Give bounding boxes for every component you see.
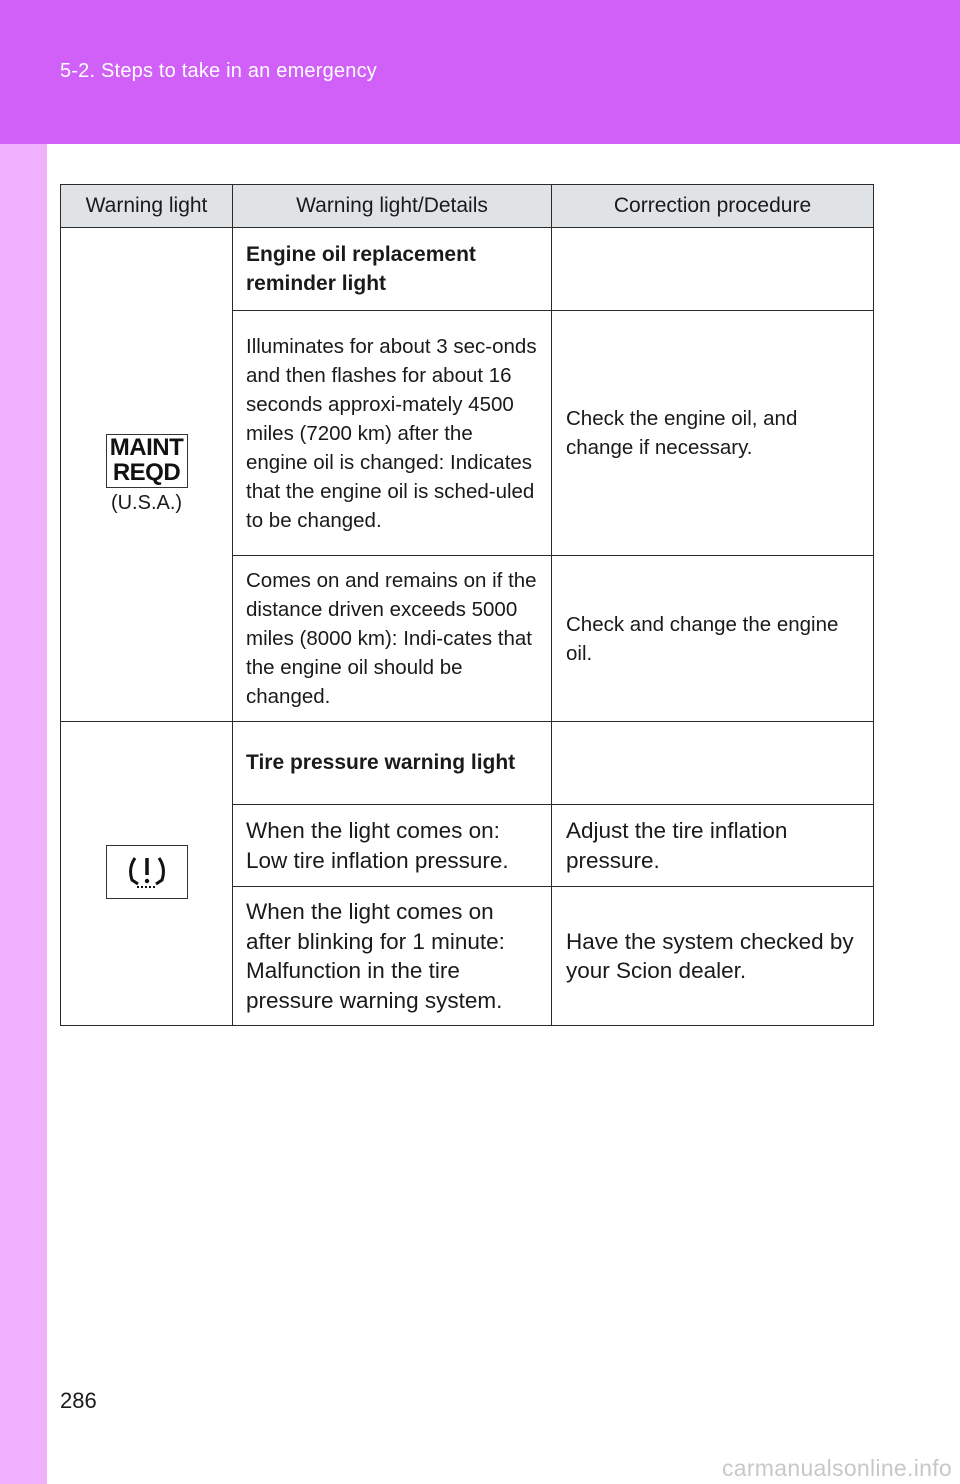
page-number: 286 <box>60 1388 97 1413</box>
table-row <box>61 228 874 311</box>
region-label: (U.S.A.) <box>110 492 183 514</box>
empty-cell <box>552 228 874 311</box>
warning-light-cell <box>61 722 233 1026</box>
light-title: Engine oil replacement reminder light <box>233 228 552 311</box>
section-title: 5-2. Steps to take in an emergency <box>60 60 377 82</box>
column-header-warning-light: Warning light <box>61 185 233 228</box>
procedure-cell: Check the engine oil, and change if necessary. <box>552 311 874 556</box>
side-tab <box>0 144 47 1484</box>
warning-light-table <box>60 184 874 1026</box>
page-header <box>0 0 960 144</box>
procedure-cell: Have the system checked by your Scion dealer. <box>552 887 874 1026</box>
maint-reqd-icon: MAINT REQD <box>106 434 188 488</box>
column-header-procedure: Correction procedure <box>552 185 874 228</box>
empty-cell <box>552 722 874 805</box>
procedure-cell: Adjust the tire inflation pressure. <box>552 805 874 887</box>
column-header-details: Warning light/Details <box>233 185 552 228</box>
procedure-cell: Check and change the engine oil. <box>552 556 874 722</box>
warning-light-cell <box>61 228 233 722</box>
table-row <box>61 722 874 805</box>
table-header-row <box>61 185 874 228</box>
details-cell: Comes on and remains on if the distance driven exceeds 5000 miles (8000 km): Indi-cates that the engine oil should be changed. <box>233 556 552 722</box>
details-cell: When the light comes on: Low tire inflation pressure. <box>233 805 552 887</box>
details-cell: Illuminates for about 3 sec-onds and then flashes for about 16 seconds approxi-mately 4500 miles (7200 km) after the engine oil is changed: Indicates that the engine oil is sched-uled to be changed. <box>233 311 552 556</box>
tire-pressure-icon <box>106 845 188 899</box>
light-title: Tire pressure warning light <box>233 722 552 805</box>
watermark: carmanualsonline.info <box>721 1455 952 1481</box>
details-cell: When the light comes on after blinking for 1 minute: Malfunction in the tire pressure warning system. <box>233 887 552 1026</box>
